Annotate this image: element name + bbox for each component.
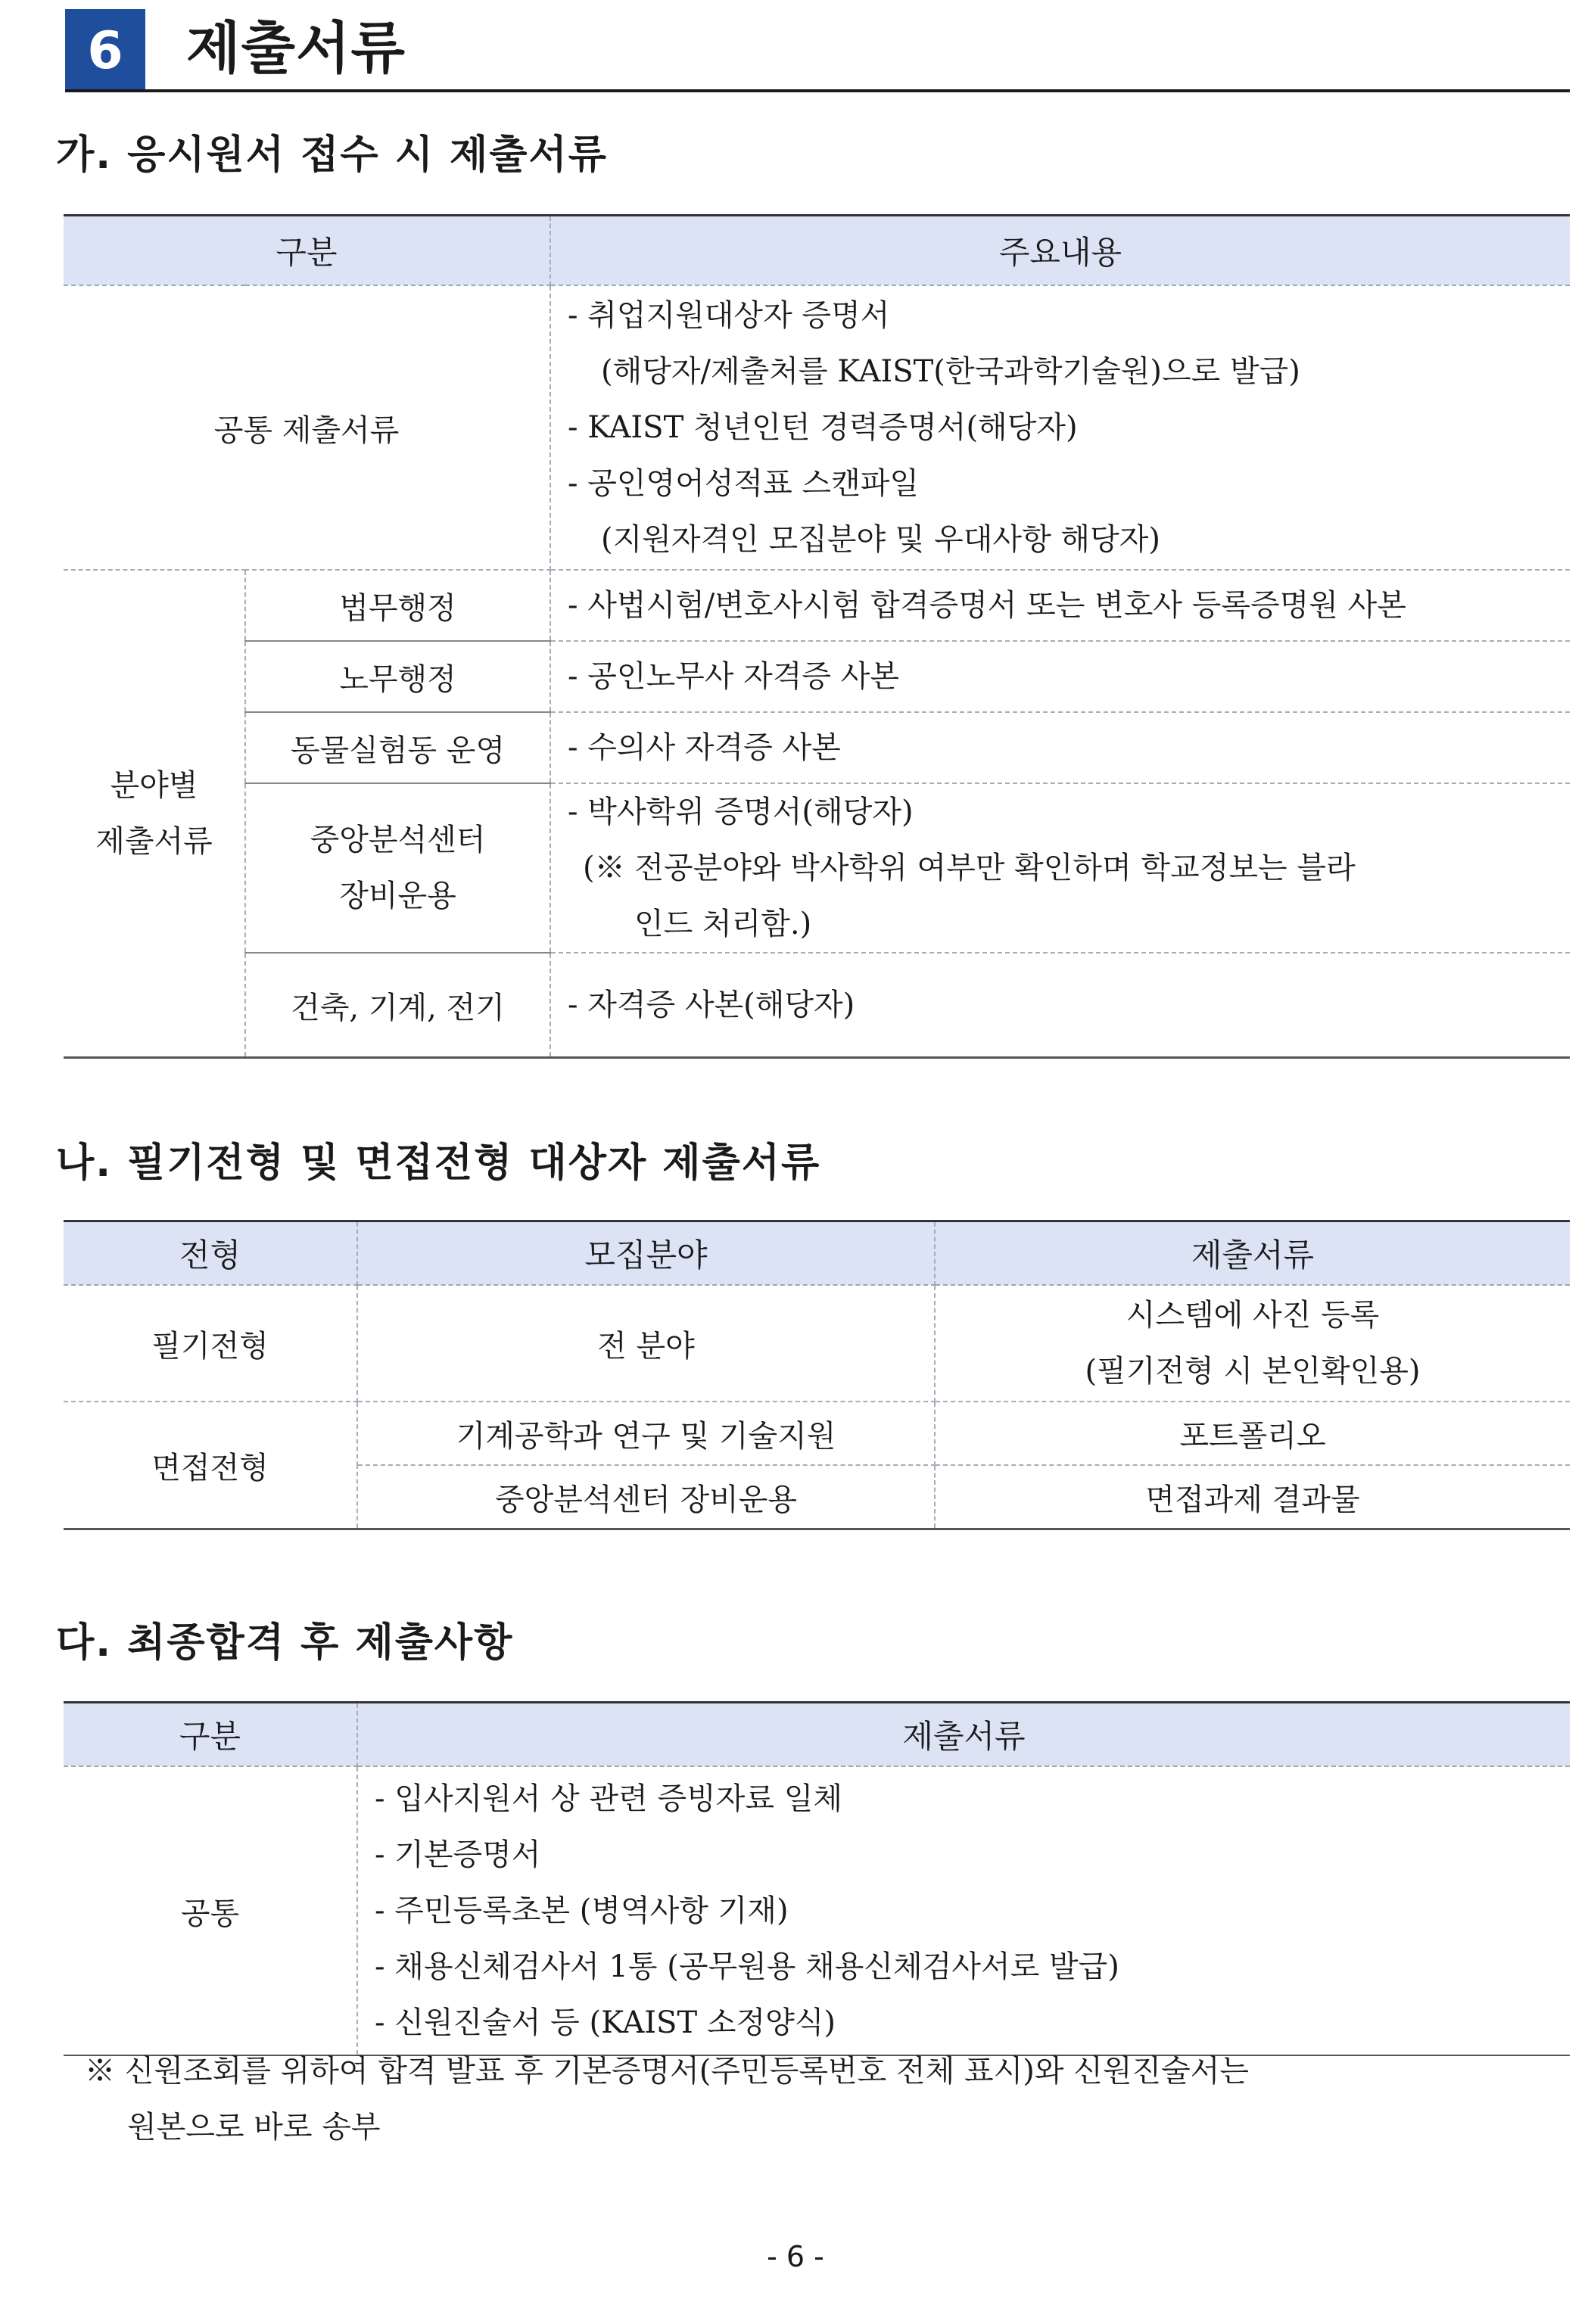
stage-cell: 면접전형 [64, 1402, 357, 1529]
list-item: - 박사학위 증명서(해당자) [568, 795, 914, 829]
col-header-content: 주요내용 [550, 216, 1570, 286]
list-item: - 기본증명서 [375, 1837, 541, 1872]
list-item: (※ 전공분야와 박사학위 여부만 확인하며 학교정보는 블라 [583, 851, 1356, 885]
docs-cell [935, 1285, 1570, 1402]
group-label-line: 분야별 [110, 768, 198, 803]
section-title: 제출서류 [186, 16, 406, 81]
field-name: 법무행정 [245, 570, 550, 641]
table-row [64, 285, 1570, 570]
page-number: - 6 - [767, 2240, 824, 2273]
list-item: - 수의사 자격증 사본 [568, 730, 841, 765]
field-cell: 전 분야 [357, 1285, 935, 1402]
field-name: 노무행정 [245, 641, 550, 712]
list-item: - KAIST 청년인턴 경력증명서(해당자) [568, 410, 1078, 445]
common-docs-content [357, 1766, 1570, 2055]
table-row [64, 1285, 1570, 1402]
col-header-category: 구분 [64, 216, 550, 286]
section-title-rule [65, 89, 1570, 92]
stage-cell: 필기전형 [64, 1285, 357, 1402]
field-content [550, 712, 1570, 783]
field-content [550, 953, 1570, 1058]
list-item: - 자격증 사본(해당자) [568, 988, 855, 1022]
list-item: 인드 처리함.) [634, 907, 812, 941]
field-name-line: 중앙분석센터 [310, 823, 486, 857]
field-name: 건축, 기계, 전기 [245, 953, 550, 1058]
field-content [550, 570, 1570, 641]
field-name-line: 장비운용 [339, 879, 456, 913]
field-cell: 기계공학과 연구 및 기술지원 [357, 1402, 935, 1465]
docs-cell: 포트폴리오 [935, 1402, 1570, 1465]
list-item: - 취업지원대상자 증명서 [568, 298, 890, 333]
col-header-docs: 제출서류 [357, 1703, 1570, 1767]
table-row [64, 570, 1570, 641]
field-docs-group-label [64, 570, 245, 1058]
final-note [85, 2043, 1249, 2155]
list-item: - 채용신체검사서 1통 (공무원용 채용신체검사서로 발급) [375, 1949, 1119, 1984]
field-name: 동물실험동 운영 [245, 712, 550, 783]
docs-line: 시스템에 사진 등록 [1126, 1298, 1380, 1333]
field-content [550, 641, 1570, 712]
docs-line: (필기전형 시 본인확인용) [1085, 1354, 1421, 1389]
note-line: 원본으로 바로 송부 [127, 2110, 381, 2145]
col-header-stage: 전형 [64, 1221, 357, 1286]
section-number-badge: 6 [65, 9, 145, 92]
part-b-table [64, 1220, 1570, 1530]
list-item: (지원자격인 모집분야 및 우대사항 해당자) [601, 522, 1160, 557]
table-row [64, 783, 1570, 953]
list-item: - 주민등록초본 (병역사항 기재) [375, 1893, 789, 1928]
field-content [550, 783, 1570, 953]
part-c-table [64, 1701, 1570, 2056]
list-item: - 사법시험/변호사시험 합격증명서 또는 변호사 등록증명원 사본 [568, 588, 1406, 623]
group-label-line: 제출서류 [95, 824, 213, 859]
part-c-heading: 다. 최종합격 후 제출사항 [56, 1620, 514, 1666]
list-item: - 입사지원서 상 관련 증빙자료 일체 [375, 1781, 843, 1816]
table-row [64, 712, 1570, 783]
table-row [64, 641, 1570, 712]
col-header-category: 구분 [64, 1703, 357, 1767]
field-cell: 중앙분석센터 장비운용 [357, 1465, 935, 1529]
list-item: - 신원진술서 등 (KAIST 소정양식) [375, 2005, 836, 2040]
col-header-field: 모집분야 [357, 1221, 935, 1286]
field-name [245, 783, 550, 953]
common-label: 공통 [64, 1766, 357, 2055]
part-a-heading: 가. 응시원서 접수 시 제출서류 [56, 132, 608, 178]
list-item: - 공인노무사 자격증 사본 [568, 659, 900, 694]
part-a-table [64, 214, 1570, 1059]
table-row [64, 1402, 1570, 1465]
table-row [64, 953, 1570, 1058]
common-docs-label: 공통 제출서류 [64, 285, 550, 570]
note-line: ※ 신원조회를 위하여 합격 발표 후 기본증명서(주민등록번호 전체 표시)와 신원진술서는 [85, 2054, 1250, 2089]
col-header-docs: 제출서류 [935, 1221, 1570, 1286]
table-row [64, 1766, 1570, 2055]
list-item: (해당자/제출처를 KAIST(한국과학기술원)으로 발급) [601, 354, 1300, 389]
common-docs-content [550, 285, 1570, 570]
docs-cell: 면접과제 결과물 [935, 1465, 1570, 1529]
part-b-heading: 나. 필기전형 및 면접전형 대상자 제출서류 [56, 1140, 821, 1186]
list-item: - 공인영어성적표 스캔파일 [568, 466, 919, 501]
